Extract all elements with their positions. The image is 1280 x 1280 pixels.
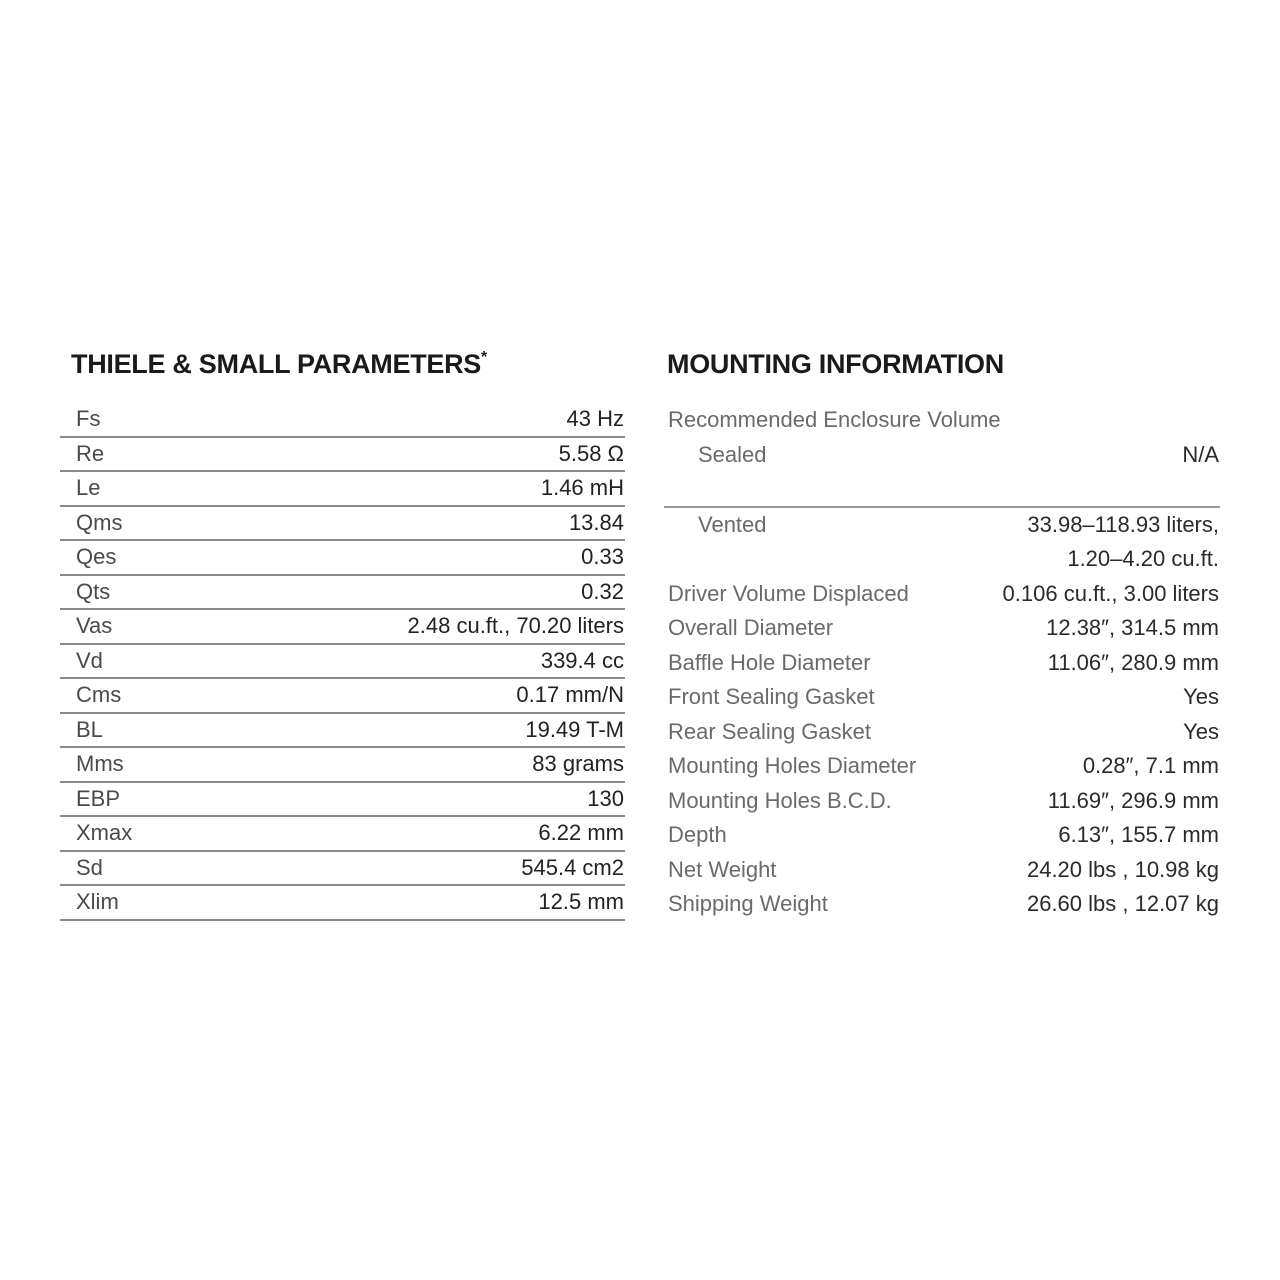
mount-label: Depth xyxy=(668,822,727,848)
param-value: 1.46 mH xyxy=(540,475,624,501)
param-value: 19.49 T-M xyxy=(525,716,624,742)
param-label: Xmax xyxy=(76,820,133,846)
enclosure-volume-heading-row xyxy=(664,403,1220,438)
param-row-bl xyxy=(60,714,625,749)
mount-label: Rear Sealing Gasket xyxy=(668,718,871,744)
param-row-vd xyxy=(60,645,625,680)
param-value: 83 grams xyxy=(532,751,624,777)
param-label: Le xyxy=(76,475,101,501)
mount-value: 0.28″, 7.1 mm xyxy=(1082,753,1219,779)
mount-value: 26.60 lbs , 12.07 kg xyxy=(1026,891,1219,917)
thiele-small-parameters-section xyxy=(60,344,625,921)
param-row-sd xyxy=(60,852,625,887)
mount-row-baffle-hole xyxy=(664,646,1220,681)
mount-label: Overall Diameter xyxy=(668,615,834,641)
mount-value: 1.20–4.20 cu.ft. xyxy=(1067,546,1219,572)
param-label: BL xyxy=(76,716,103,742)
param-label: Fs xyxy=(76,406,101,432)
mount-label: Vented xyxy=(698,511,767,537)
param-row-fs xyxy=(60,403,625,438)
param-row-mms xyxy=(60,748,625,783)
mount-row-shipping-weight xyxy=(664,887,1220,922)
param-value: 545.4 cm2 xyxy=(521,854,624,880)
mount-label: Baffle Hole Diameter xyxy=(668,649,871,675)
mount-label: Net Weight xyxy=(668,856,777,882)
mount-row-depth xyxy=(664,818,1220,853)
param-value: 43 Hz xyxy=(566,406,624,432)
param-label: Qms xyxy=(76,509,123,535)
param-value: 13.84 xyxy=(568,509,624,535)
param-label: Cms xyxy=(76,682,122,708)
param-label: Qts xyxy=(76,578,111,604)
mount-row-vented xyxy=(664,508,1220,543)
param-row-xmax xyxy=(60,817,625,852)
param-row-re xyxy=(60,438,625,473)
param-row-xlim xyxy=(60,886,625,921)
mount-row-net-weight xyxy=(664,853,1220,888)
mount-value: 11.06″, 280.9 mm xyxy=(1047,649,1219,675)
param-row-cms xyxy=(60,679,625,714)
mount-label: Mounting Holes B.C.D. xyxy=(668,787,892,813)
param-label: Sd xyxy=(76,854,103,880)
mount-row-holes-diameter xyxy=(664,749,1220,784)
mount-value: N/A xyxy=(1182,441,1219,467)
param-value: 12.5 mm xyxy=(538,889,624,915)
param-label: Vas xyxy=(76,613,113,639)
mount-value: 11.69″, 296.9 mm xyxy=(1047,787,1219,813)
mount-label: Shipping Weight xyxy=(668,891,828,917)
spacer-row xyxy=(664,472,1220,508)
enclosure-volume-heading: Recommended Enclosure Volume xyxy=(668,407,1001,433)
param-label: Mms xyxy=(76,751,124,777)
param-value: 0.33 xyxy=(581,544,624,570)
mount-value: Yes xyxy=(1183,684,1219,710)
mount-value: 6.13″, 155.7 mm xyxy=(1058,822,1219,848)
param-value: 5.58 Ω xyxy=(558,440,624,466)
mount-row-vented-cont xyxy=(664,542,1220,577)
param-value: 130 xyxy=(587,785,624,811)
param-label: Xlim xyxy=(76,889,119,915)
param-value: 0.32 xyxy=(581,578,624,604)
mount-row-front-gasket xyxy=(664,680,1220,715)
param-label: Qes xyxy=(76,544,117,570)
footnote-asterisk: * xyxy=(481,349,487,366)
param-row-qts xyxy=(60,576,625,611)
param-label: Re xyxy=(76,440,105,466)
param-row-qms xyxy=(60,507,625,542)
param-row-vas xyxy=(60,610,625,645)
mount-row-driver-volume xyxy=(664,577,1220,612)
mounting-information-title: MOUNTING INFORMATION xyxy=(667,349,1004,379)
mounting-info-table xyxy=(664,403,1220,922)
param-value: 339.4 cc xyxy=(540,647,624,673)
mount-row-rear-gasket xyxy=(664,715,1220,750)
mount-row-sealed xyxy=(664,438,1220,473)
param-row-qes xyxy=(60,541,625,576)
mount-label: Driver Volume Displaced xyxy=(668,580,909,606)
mount-row-holes-bcd xyxy=(664,784,1220,819)
mount-label: Mounting Holes Diameter xyxy=(668,753,917,779)
mount-value: Yes xyxy=(1183,718,1219,744)
mount-value: 0.106 cu.ft., 3.00 liters xyxy=(1002,580,1219,606)
mounting-information-section xyxy=(664,344,1220,922)
mount-label: Front Sealing Gasket xyxy=(668,684,875,710)
mount-row-overall-diameter xyxy=(664,611,1220,646)
mount-value: 24.20 lbs , 10.98 kg xyxy=(1026,856,1219,882)
mount-value: 12.38″, 314.5 mm xyxy=(1046,615,1219,641)
param-value: 0.17 mm/N xyxy=(516,682,624,708)
mount-label: Sealed xyxy=(698,441,767,467)
thiele-title-text: THIELE & SMALL PARAMETERS xyxy=(71,349,482,379)
param-value: 6.22 mm xyxy=(538,820,624,846)
param-row-le xyxy=(60,472,625,507)
param-label: EBP xyxy=(76,785,121,811)
param-value: 2.48 cu.ft., 70.20 liters xyxy=(407,613,624,639)
mount-value: 33.98–118.93 liters, xyxy=(1027,511,1219,537)
thiele-small-parameters-title xyxy=(60,344,625,384)
param-label: Vd xyxy=(76,647,103,673)
param-row-ebp xyxy=(60,783,625,818)
thiele-parameter-table xyxy=(60,403,625,921)
